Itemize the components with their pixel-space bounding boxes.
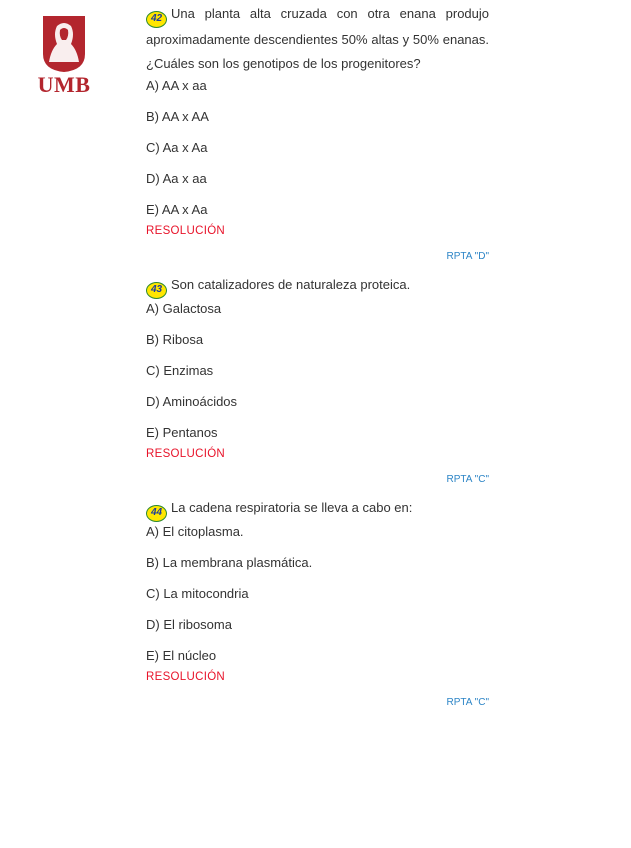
options-list <box>146 299 489 454</box>
option-b: B) AA x AA <box>146 109 209 124</box>
question-text <box>146 271 489 299</box>
question-number-badge: 42 <box>146 11 167 28</box>
resolution-label: RESOLUCIÓN <box>146 448 226 460</box>
option-b: B) La membrana plasmática. <box>146 555 313 570</box>
question-42 <box>146 0 489 265</box>
questions-column <box>146 0 489 717</box>
question-statement: Una planta alta cruzada con otra enana produjo aproximadamente descendientes 50% altas y 50% enanas. ¿Cuáles son los genotipos de los progenitores? <box>146 6 489 71</box>
question-number-badge: 44 <box>146 505 167 522</box>
option-d: D) Aa x aa <box>146 171 207 186</box>
option-a: A) El citoplasma. <box>146 524 244 539</box>
question-43 <box>146 271 489 488</box>
options-list <box>146 522 489 677</box>
question-statement: La cadena respiratoria se lleva a cabo en: <box>171 500 413 515</box>
resolution-label: RESOLUCIÓN <box>146 671 226 683</box>
question-text <box>146 494 489 522</box>
option-d: D) Aminoácidos <box>146 394 238 409</box>
umb-logo <box>33 14 95 100</box>
option-a: A) Galactosa <box>146 301 222 316</box>
answer-label: RPTA "C" <box>446 697 489 708</box>
question-number-badge: 43 <box>146 282 167 299</box>
option-d: D) El ribosoma <box>146 617 232 632</box>
umb-crest-icon <box>33 14 95 74</box>
option-b: B) Ribosa <box>146 332 204 347</box>
answer-label: RPTA "D" <box>446 251 489 262</box>
option-e: E) AA x Aa <box>146 202 208 217</box>
question-44 <box>146 494 489 711</box>
option-e: E) El núcleo <box>146 648 217 663</box>
question-statement: Son catalizadores de naturaleza proteica. <box>171 277 411 292</box>
resolution-label: RESOLUCIÓN <box>146 225 226 237</box>
option-c: C) Aa x Aa <box>146 140 208 155</box>
question-text <box>146 0 489 76</box>
option-c: C) Enzimas <box>146 363 214 378</box>
option-e: E) Pentanos <box>146 425 218 440</box>
option-a: A) AA x aa <box>146 78 207 93</box>
answer-label: RPTA "C" <box>446 474 489 485</box>
logo-text: UMB <box>37 72 91 97</box>
options-list <box>146 76 489 231</box>
option-c: C) La mitocondria <box>146 586 249 601</box>
